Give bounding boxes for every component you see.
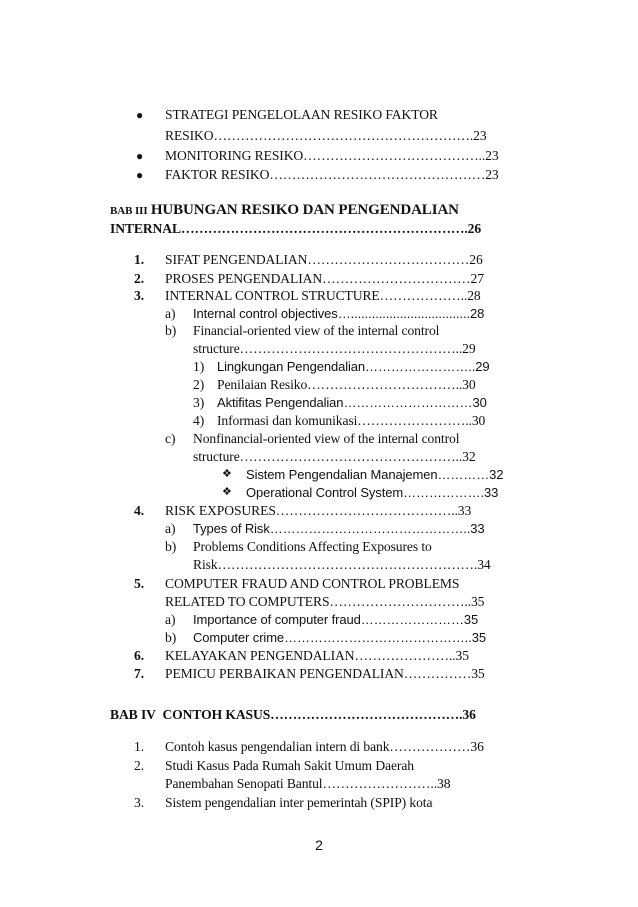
item-number: 3. — [134, 795, 145, 810]
item-number: 1. — [134, 739, 145, 754]
toc-entry-sistem-manajemen: Sistem Pengendalian Manajemen…………32 — [246, 467, 504, 482]
toc-entry-studi-kasus-line2: Panembahan Senopati Bantul……………………..38 — [165, 776, 451, 791]
toc-entry-problems-line2: Risk………………………………………………….34 — [193, 557, 491, 572]
page-number: 2 — [315, 837, 323, 853]
bab3-prefix: BAB III — [110, 205, 148, 217]
toc-entry-pemicu: PEMICU PERBAIKAN PENGENDALIAN……………35 — [165, 666, 485, 681]
toc-entry-computer-fraud-line1: COMPUTER FRAUD AND CONTROL PROBLEMS — [165, 576, 460, 591]
toc-entry-sifat: SIFAT PENGENDALIAN………………………………26 — [165, 252, 483, 267]
toc-entry-lingkungan: Lingkungan Pengendalian……………………..29 — [217, 359, 490, 374]
item-number: 6. — [134, 648, 145, 663]
item-number: 2. — [134, 758, 145, 773]
toc-entry-operational: Operational Control System……………….33 — [246, 485, 499, 500]
item-label: b) — [165, 323, 177, 338]
item-label: a) — [165, 306, 176, 321]
toc-entry-aktifitas: Aktifitas Pengendalian…………………………30 — [217, 395, 487, 410]
toc-entry-spip: Sistem pengendalian inter pemerintah (SPIP) kota — [165, 795, 433, 810]
item-label: 3) — [193, 395, 205, 410]
bab4-title: CONTOH KASUS…………………………………….36 — [162, 707, 476, 722]
bab3-heading-line2 — [110, 220, 481, 237]
item-label: b) — [165, 539, 177, 554]
toc-entry-computer-fraud-line2: RELATED TO COMPUTERS…………………………..35 — [165, 594, 485, 609]
toc-entry-informasi: Informasi dan komunikasi……………………..30 — [217, 413, 486, 428]
toc-entry-types-of-risk: Types of Risk………………………………………..33 — [193, 521, 485, 536]
bullet-icon: ● — [136, 168, 144, 182]
toc-entry-faktor: FAKTOR RESIKO…………………………………………23 — [165, 167, 499, 182]
toc-entry-objectives: Internal control objectives…..................................28 — [193, 306, 485, 321]
item-number: 7. — [134, 666, 145, 681]
toc-entry-risk-exposures: RISK EXPOSURES…………………………………..33 — [165, 503, 472, 518]
bab3-heading-line1 — [110, 201, 459, 220]
item-number: 3. — [134, 288, 145, 303]
bab4-heading — [110, 706, 476, 723]
item-number: 5. — [134, 576, 145, 591]
toc-entry-importance: Importance of computer fraud……………………35 — [193, 612, 479, 627]
toc-entry-studi-kasus-line1: Studi Kasus Pada Rumah Sakit Umum Daerah — [165, 758, 414, 773]
bullet-icon: ● — [136, 149, 144, 163]
diamond-bullet-icon: ❖ — [222, 486, 232, 498]
item-label: b) — [165, 630, 177, 645]
bab3-title-line2: INTERNAL……………………………………………………….26 — [110, 221, 482, 236]
toc-entry-monitoring: MONITORING RESIKO…………………………………..23 — [165, 148, 499, 163]
toc-entry-problems-line1: Problems Conditions Affecting Exposures to — [193, 539, 432, 554]
item-number: 2. — [134, 271, 145, 286]
item-label: 2) — [193, 377, 205, 392]
item-label: a) — [165, 521, 176, 536]
toc-entry-contoh-bank: Contoh kasus pengendalian intern di bank………………36 — [165, 739, 484, 754]
item-label: c) — [165, 431, 176, 446]
toc-entry-nonfinancial-line1: Nonfinancial-oriented view of the internal control — [193, 431, 460, 446]
toc-entry-proses: PROSES PENGENDALIAN……………………………27 — [165, 271, 484, 286]
toc-entry-internal-control: INTERNAL CONTROL STRUCTURE………………..28 — [165, 288, 481, 303]
toc-entry-kelayakan: KELAYAKAN PENGENDALIAN…………………..35 — [165, 648, 469, 663]
item-number: 4. — [134, 503, 145, 518]
item-number: 1. — [134, 252, 145, 267]
toc-entry-penilaian: Penilaian Resiko……………………………..30 — [217, 377, 476, 392]
bab3-title: HUBUNGAN RESIKO DAN PENGENDALIAN — [150, 202, 459, 218]
toc-entry-strategi-line2: RESIKO………………………………………………….23 — [165, 128, 487, 143]
bab4-prefix: BAB IV — [110, 707, 156, 722]
toc-entry-strategi-line1: STRATEGI PENGELOLAAN RESIKO FAKTOR — [165, 107, 438, 122]
toc-entry-computer-crime: Computer crime……………………………………..35 — [193, 630, 486, 645]
diamond-bullet-icon: ❖ — [222, 468, 232, 480]
item-label: 4) — [193, 413, 205, 428]
toc-entry-financial-line1: Financial-oriented view of the internal control — [193, 323, 440, 338]
toc-entry-nonfinancial-line2: structure…………………………………………..32 — [193, 449, 476, 464]
toc-entry-financial-line2: structure…………………………………………..29 — [193, 341, 476, 356]
item-label: 1) — [193, 359, 205, 374]
bullet-icon: ● — [136, 108, 144, 122]
item-label: a) — [165, 612, 176, 627]
